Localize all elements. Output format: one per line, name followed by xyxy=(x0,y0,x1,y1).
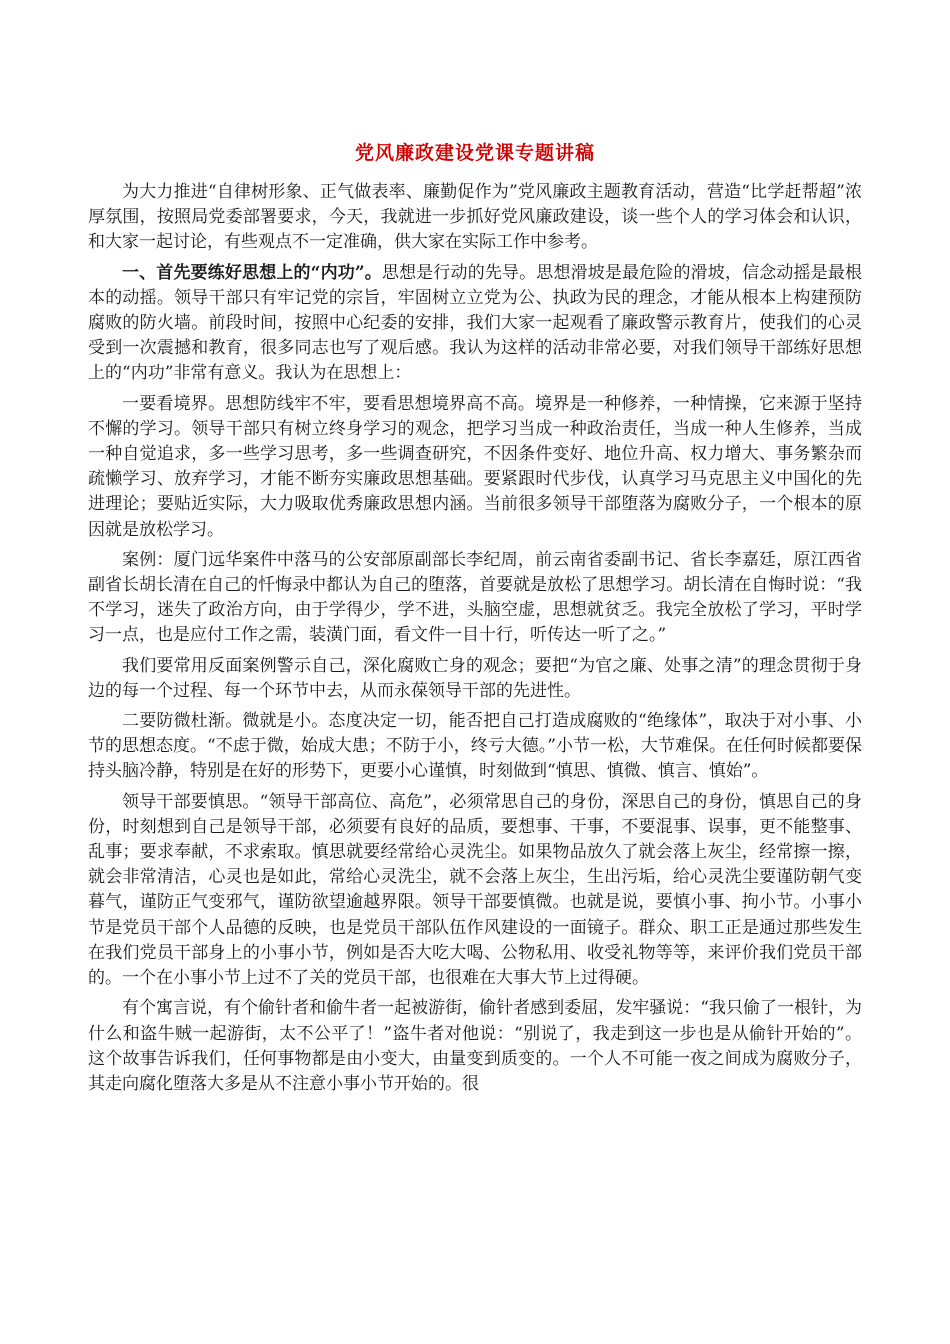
paragraph-text: 有个寓言说，有个偷针者和偷牛者一起被游街，偷针者感到委屈，发牢骚说：“我只偷了一根针，为什么和盗牛贼一起游街，太不公平了！”盗牛者对他说：“别说了，我走到这一步也是从偷针开始的”。这个故事告诉我们，任何事物都是由小变大，由量变到质变的。一个人不可能一夜之间成为腐败分子，其走向腐化堕落大多是从不注意小事小节开始的。很 xyxy=(88,998,862,1094)
paragraph-caution xyxy=(88,790,862,992)
paragraph-text: 一要看境界。思想防线牢不牢，要看思想境界高不高。境界是一种修养，一种情操，它来源于坚持不懈的学习。领导干部只有树立终身学习的观念，把学习当成一种政治责任，当成一种人生修养，当成一种自觉追求，多一些学习思考，多一些调查研究，不因条件变好、地位升高、权力增大、事务繁杂而疏懒学习、放弃学习，才能不断夯实廉政思想基础。要紧跟时代步伐，认真学习马克思主义中国化的先进理论；要贴近实际，大力吸取优秀廉政思想内涵。当前很多领导干部堕落为腐败分子，一个根本的原因就是放松学习。 xyxy=(88,393,862,540)
document-page xyxy=(88,138,862,1102)
paragraph-warning xyxy=(88,654,862,704)
paragraph-text: 为大力推进“自律树形象、正气做表率、廉勤促作为”党风廉政主题教育活动，营造“比学赶帮超”浓厚氛围，按照局党委部署要求，今天，我就进一步抓好党风廉政建设，谈一些个人的学习体会和认识，和大家一起讨论，有些观点不一定准确，供大家在实际工作中参考。 xyxy=(88,182,862,253)
section-heading: 一、首先要练好思想上的“内功”。 xyxy=(122,262,382,283)
paragraph-intro xyxy=(88,180,862,256)
paragraph-prevent xyxy=(88,709,862,785)
paragraph-text: 思想是行动的先导。思想滑坡是最危险的滑坡，信念动摇是最根本的动摇。领导干部只有牢记党的宗旨，牢固树立立党为公、执政为民的理念，才能从根本上构建预防腐败的防火墙。前段时间，按照中心纪委的安排，我们大家一起观看了廉政警示教育片，使我们的心灵受到一次震撼和教育，很多同志也写了观后感。我认为这样的活动非常必要，对我们领导干部练好思想上的“内功”非常有意义。我认为在思想上： xyxy=(88,262,862,384)
paragraph-text: 二要防微杜渐。微就是小。态度决定一切，能否把自己打造成腐败的“绝缘体”，取决于对小事、小节的思想态度。“不虑于微，始成大患；不防于小，终亏大德。”小节一松，大节难保。在任何时候都要保持头脑冷静，特别是在好的形势下，更要小心谨慎，时刻做到“慎思、慎微、慎言、慎始”。 xyxy=(88,711,862,782)
paragraph-case xyxy=(88,548,862,649)
paragraph-realm xyxy=(88,392,862,543)
paragraph-text: 我们要常用反面案例警示自己，深化腐败亡身的观念；要把“为官之廉、处事之清”的理念贯彻于身边的每一个过程、每一个环节中去，从而永葆领导干部的先进性。 xyxy=(88,655,862,701)
paragraph-text: 领导干部要慎思。“领导干部高位、高危”，必须常思自己的身份，深思自己的身份，慎思自己的身份，时刻想到自己是领导干部，必须要有良好的品质，要想事、干事，不要混事、误事，更不能整事、乱事；要求奉献，不求索取。慎思就要经常给心灵洗尘。如果物品放久了就会落上灰尘，经常擦一擦，就会非常清洁，心灵也是如此，常给心灵洗尘，就不会落上灰尘，生出污垢，给心灵洗尘要谨防朝气变暮气，谨防正气变邪气，谨防欲望逾越界限。领导干部要慎微。也就是说，要慎小事、拘小节。小事小节是党员干部个人品德的反映，也是党员干部队伍作风建设的一面镜子。群众、职工正是通过那些发生在我们党员干部身上的小事小节，例如是否大吃大喝、公物私用、收受礼物等等，来评价我们党员干部的。一个在小事小节上过不了关的党员干部，也很难在大事大节上过得硬。 xyxy=(88,791,862,989)
paragraph-text: 案例：厦门远华案件中落马的公安部原副部长李纪周，前云南省委副书记、省长李嘉廷，原江西省副省长胡长清在自己的忏悔录中都认为自己的堕落，首要就是放松了思想学习。胡长清在自悔时说：“我不学习，迷失了政治方向，由于学得少，学不进，头脑空虚，思想就贫乏。我完全放松了学习，平时学习一点，也是应付工作之需，装潢门面，看文件一目十行，听传达一听了之。” xyxy=(88,549,862,646)
paragraph-section-one xyxy=(88,261,862,387)
paragraph-fable xyxy=(88,996,862,1097)
document-title: 党风廉政建设党课专题讲稿 xyxy=(354,142,595,164)
